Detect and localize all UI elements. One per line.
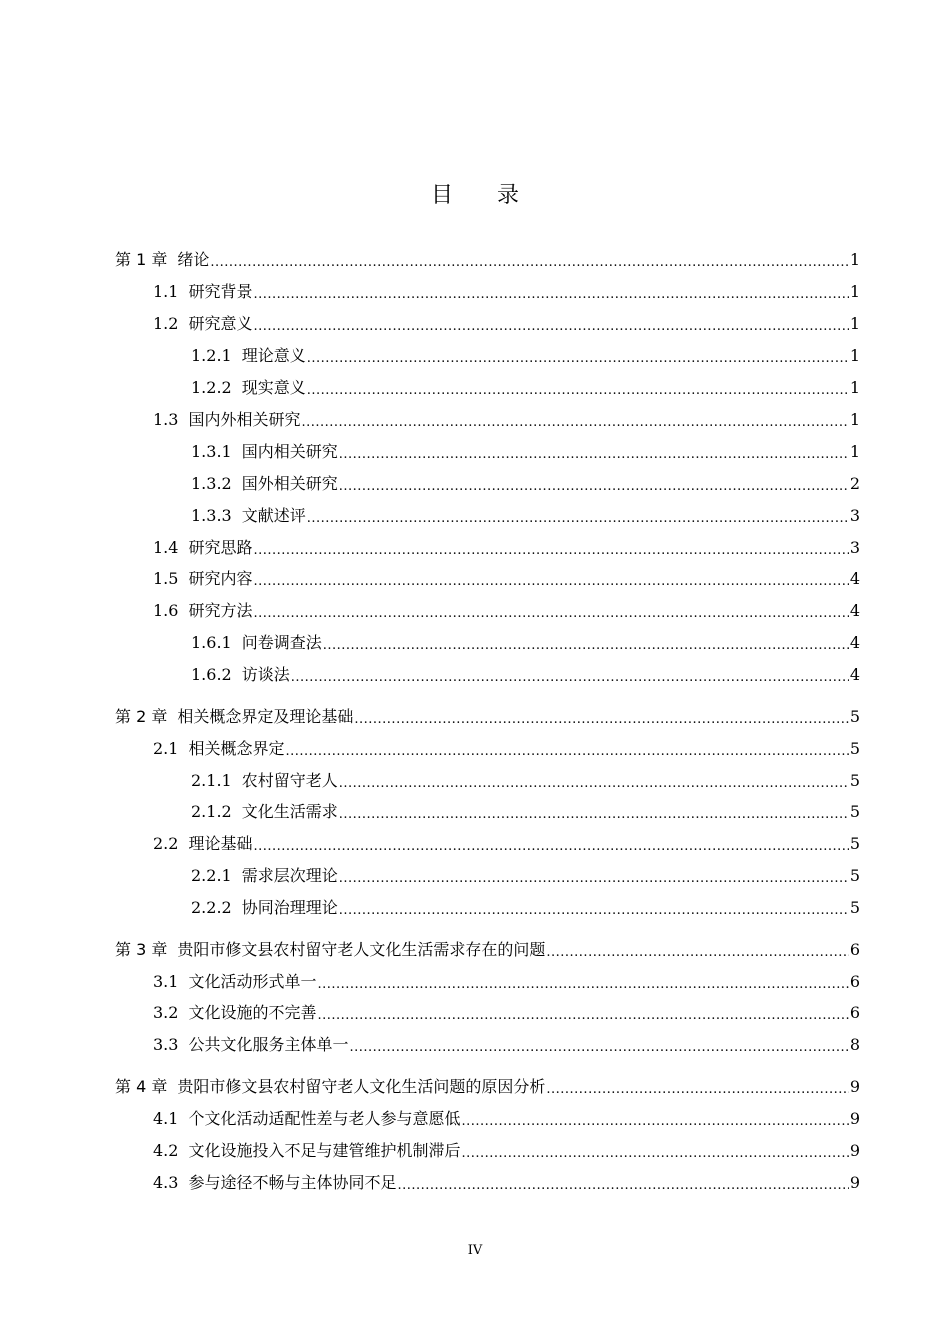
toc-leader-dots <box>253 280 848 304</box>
toc-entry-page: 6 <box>849 940 860 959</box>
toc-section-entry[interactable] <box>191 376 860 400</box>
toc-entry-page: 6 <box>849 972 860 991</box>
toc-entry-page: 1 <box>849 314 860 333</box>
toc-entry-number: 2.1.2 <box>191 802 232 821</box>
toc-leader-dots <box>307 376 849 400</box>
toc-leader-dots <box>339 440 849 464</box>
toc-entry-page: 5 <box>849 802 860 821</box>
toc-entry-title: 问卷调查法 <box>241 633 322 652</box>
toc-section-entry[interactable] <box>153 599 860 623</box>
page-title: 目录 <box>430 183 563 208</box>
toc-entry-number: 第 3 章 <box>115 940 168 959</box>
toc-leader-dots <box>301 408 848 432</box>
toc-entry-number: 第 1 章 <box>115 250 168 269</box>
toc-leader-dots <box>339 896 849 920</box>
toc-section-entry[interactable] <box>191 631 860 655</box>
toc-entry-page: 1 <box>849 250 860 269</box>
toc-entry-number: 1.1 <box>153 282 179 301</box>
toc-chapter-entry[interactable] <box>115 1075 860 1099</box>
toc-leader-dots <box>339 769 849 793</box>
toc-leader-dots <box>253 832 848 856</box>
toc-entry-title: 国内外相关研究 <box>188 410 301 429</box>
toc-entry-page: 3 <box>849 506 860 525</box>
toc-entry-number: 1.2.2 <box>191 378 232 397</box>
toc-section-entry[interactable] <box>153 408 860 432</box>
toc-entry-number: 第 4 章 <box>115 1077 168 1096</box>
toc-entry-number: 第 2 章 <box>115 707 168 726</box>
toc-entry-page: 3 <box>849 538 860 557</box>
toc-entry-title: 绪论 <box>177 250 210 269</box>
toc-leader-dots <box>253 312 848 336</box>
toc-entry-number: 4.1 <box>153 1109 179 1128</box>
toc-entry-title: 相关概念界定 <box>188 739 285 758</box>
toc-leader-dots <box>317 1001 848 1025</box>
toc-entry-title: 参与途径不畅与主体协同不足 <box>188 1173 397 1192</box>
toc-entry-page: 2 <box>849 474 860 493</box>
toc-section-entry[interactable] <box>153 832 860 856</box>
toc-entry-title: 研究意义 <box>188 314 253 333</box>
toc-entry-number: 4.3 <box>153 1173 179 1192</box>
toc-entry-page: 5 <box>849 739 860 758</box>
toc-leader-dots <box>349 1033 848 1057</box>
toc-entry-page: 5 <box>849 707 860 726</box>
toc-leader-dots <box>307 344 849 368</box>
toc-entry-title: 个文化活动适配性差与老人参与意愿低 <box>188 1109 461 1128</box>
toc-leader-dots <box>546 938 848 962</box>
toc-section-entry[interactable] <box>153 312 860 336</box>
toc-entry-number: 1.2 <box>153 314 179 333</box>
toc-entry-title: 研究方法 <box>188 601 253 620</box>
toc-section-entry[interactable] <box>153 1171 860 1195</box>
toc-entry-page: 5 <box>849 866 860 885</box>
toc-entry-number: 2.2 <box>153 834 179 853</box>
toc-leader-dots <box>285 737 848 761</box>
toc-entry-number: 1.6 <box>153 601 179 620</box>
toc-entry-number: 1.6.1 <box>191 633 232 652</box>
toc-section-entry[interactable] <box>191 440 860 464</box>
toc-section-entry[interactable] <box>153 737 860 761</box>
toc-entry-page: 1 <box>849 442 860 461</box>
toc-entry-page: 1 <box>849 282 860 301</box>
toc-leader-dots <box>253 567 848 591</box>
toc-leader-dots <box>461 1107 848 1131</box>
toc-leader-dots <box>253 536 848 560</box>
toc-section-entry[interactable] <box>191 472 860 496</box>
toc-entry-page: 5 <box>849 898 860 917</box>
toc-leader-dots <box>317 970 848 994</box>
toc-entry-number: 1.6.2 <box>191 665 232 684</box>
toc-entry-page: 1 <box>849 410 860 429</box>
toc-entry-title: 访谈法 <box>241 665 290 684</box>
toc-entry-title: 理论意义 <box>241 346 306 365</box>
toc-leader-dots <box>354 705 848 729</box>
toc-entry-title: 研究背景 <box>188 282 253 301</box>
toc-entry-number: 3.2 <box>153 1003 179 1022</box>
toc-section-entry[interactable] <box>153 1107 860 1131</box>
toc-section-entry[interactable] <box>153 970 860 994</box>
toc-entry-title: 农村留守老人 <box>241 771 338 790</box>
toc-entry-number: 3.1 <box>153 972 179 991</box>
toc-entry-title: 公共文化服务主体单一 <box>188 1035 349 1054</box>
toc-entry-page: 6 <box>849 1003 860 1022</box>
toc-section-entry[interactable] <box>191 864 860 888</box>
toc-section-entry[interactable] <box>153 1033 860 1057</box>
toc-entry-page: 9 <box>849 1077 860 1096</box>
toc-leader-dots <box>461 1139 848 1163</box>
toc-leader-dots <box>210 248 848 272</box>
toc-leader-dots <box>307 504 849 528</box>
toc-entry-number: 1.3.1 <box>191 442 232 461</box>
toc-entry-page: 8 <box>849 1035 860 1054</box>
toc-entry-title: 贵阳市修文县农村留守老人文化生活需求存在的问题 <box>177 940 546 959</box>
toc-section-entry[interactable] <box>191 504 860 528</box>
toc-entry-page: 5 <box>849 834 860 853</box>
toc-entry-title: 贵阳市修文县农村留守老人文化生活问题的原因分析 <box>177 1077 546 1096</box>
toc-section-entry[interactable] <box>191 663 860 687</box>
toc-leader-dots <box>339 472 849 496</box>
toc-entry-page: 4 <box>849 633 860 652</box>
toc-leader-dots <box>397 1171 848 1195</box>
toc-section-entry[interactable] <box>191 896 860 920</box>
toc-entry-page: 9 <box>849 1109 860 1128</box>
toc-section-entry[interactable] <box>191 344 860 368</box>
toc-entry-title: 需求层次理论 <box>241 866 338 885</box>
toc-entry-number: 3.3 <box>153 1035 179 1054</box>
toc-chapter-entry[interactable] <box>115 248 860 272</box>
toc-section-entry[interactable] <box>153 567 860 591</box>
toc-entry-title: 理论基础 <box>188 834 253 853</box>
toc-entry-page: 1 <box>849 378 860 397</box>
toc-entry-page: 4 <box>849 665 860 684</box>
toc-entry-title: 相关概念界定及理论基础 <box>177 707 354 726</box>
toc-entry-title: 文化活动形式单一 <box>188 972 317 991</box>
toc-entry-title: 文化设施投入不足与建管维护机制滞后 <box>188 1141 461 1160</box>
toc-entry-title: 协同治理理论 <box>241 898 338 917</box>
toc-entry-title: 研究思路 <box>188 538 253 557</box>
toc-entry-title: 现实意义 <box>241 378 306 397</box>
toc-leader-dots <box>291 663 849 687</box>
toc-entry-number: 1.5 <box>153 569 179 588</box>
toc-entry-page: 1 <box>849 346 860 365</box>
toc-section-entry[interactable] <box>153 280 860 304</box>
toc-leader-dots <box>546 1075 848 1099</box>
toc-entry-title: 国外相关研究 <box>241 474 338 493</box>
toc-entry-title: 文献述评 <box>241 506 306 525</box>
toc-entry-page: 5 <box>849 771 860 790</box>
toc-entry-title: 国内相关研究 <box>241 442 338 461</box>
toc-leader-dots <box>339 864 849 888</box>
toc-entry-number: 1.3.2 <box>191 474 232 493</box>
toc-entry-page: 9 <box>849 1141 860 1160</box>
toc-leader-dots <box>323 631 849 655</box>
toc-entry-number: 1.3 <box>153 410 179 429</box>
toc-chapter-entry[interactable] <box>115 938 860 962</box>
toc-entry-title: 文化设施的不完善 <box>188 1003 317 1022</box>
toc-section-entry[interactable] <box>153 1139 860 1163</box>
toc-leader-dots <box>253 599 848 623</box>
toc-chapter-entry[interactable] <box>115 705 860 729</box>
page-number-footer: IV <box>467 1243 483 1258</box>
toc-entry-title: 研究内容 <box>188 569 253 588</box>
toc-entry-number: 1.3.3 <box>191 506 232 525</box>
toc-entry-number: 2.2.1 <box>191 866 232 885</box>
toc-entry-title: 文化生活需求 <box>241 802 338 821</box>
toc-section-entry[interactable] <box>191 769 860 793</box>
toc-section-entry[interactable] <box>153 1001 860 1025</box>
toc-entry-page: 9 <box>849 1173 860 1192</box>
toc-entry-number: 2.2.2 <box>191 898 232 917</box>
toc-entry-number: 1.2.1 <box>191 346 232 365</box>
toc-entry-number: 1.4 <box>153 538 179 557</box>
toc-entry-page: 4 <box>849 569 860 588</box>
toc-entry-page: 4 <box>849 601 860 620</box>
toc-section-entry[interactable] <box>153 536 860 560</box>
toc-entry-number: 2.1.1 <box>191 771 232 790</box>
toc-entry-number: 2.1 <box>153 739 179 758</box>
toc-section-entry[interactable] <box>191 800 860 824</box>
toc-leader-dots <box>339 800 849 824</box>
toc-entry-number: 4.2 <box>153 1141 179 1160</box>
